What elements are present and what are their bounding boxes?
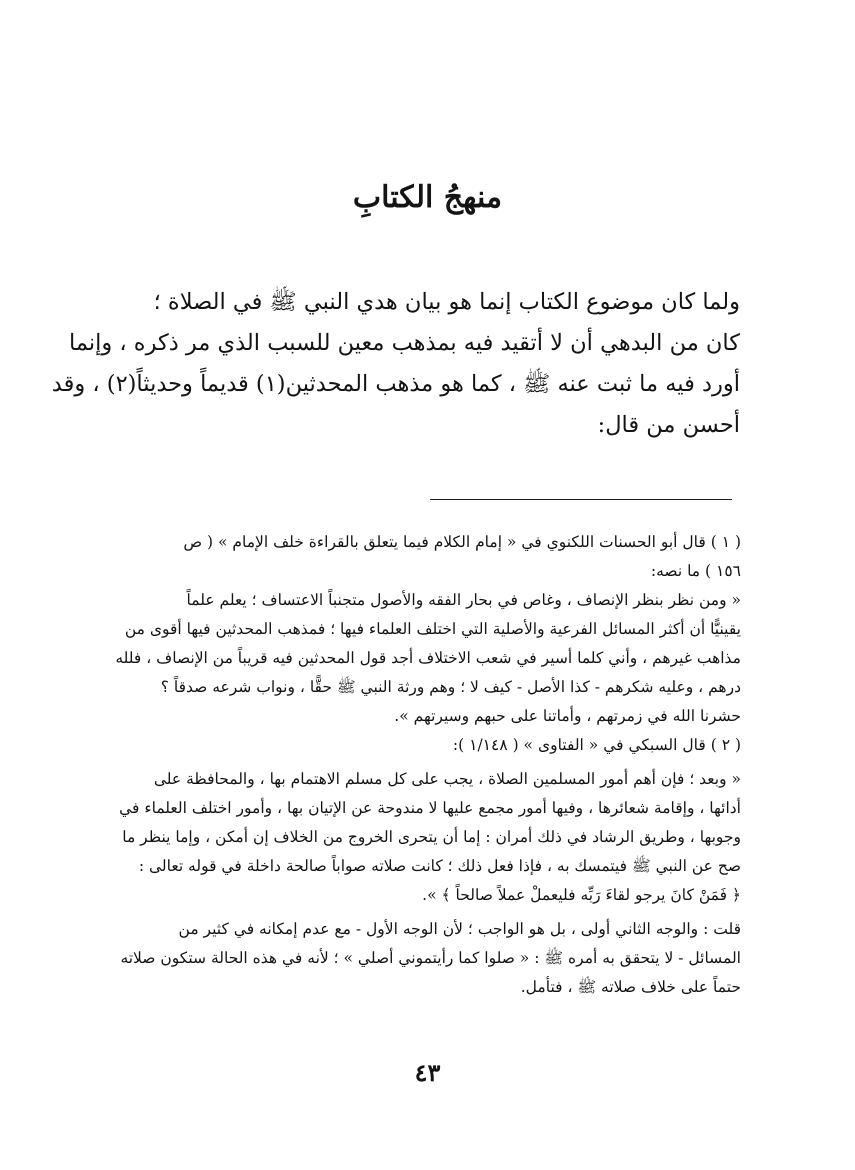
footnote-1-line-7: حشرنا الله في زمرتهم ، وأماتنا على حبهم وسيرتهم ». [394, 707, 741, 725]
main-line-4: أحسن من قال: [597, 412, 740, 438]
footnote-2-line-5: صح عن النبي ﷺ فيتمسك به ، فإذا فعل ذلك ؛ كانت صلاته صواباً صالحة داخلة في قوله تعالى : [138, 857, 741, 875]
footnote-1-line-5: مذاهب غيرهم ، وأني كلما أسير في شعب الاختلاف أجد قول المحدثين فيه قريباً من الإنصاف ، فلله [115, 649, 741, 667]
main-paragraph [51, 282, 740, 446]
main-line-3: أورد فيه ما ثبت عنه ﷺ ، كما هو مذهب المحدثين(١) قديماً وحديثاً(٢) ، وقد [51, 371, 740, 397]
footnote-1-line-2: ١٥٦ ) ما نصه: [650, 562, 741, 580]
footnote-separator [430, 499, 732, 500]
footnote-2-line-1: ( ٢ ) قال السبكي في « الفتاوى » ( ١/١٤٨ ): [452, 736, 741, 754]
main-line-2: كان من البدهي أن لا أتقيد فيه بمذهب معين للسبب الذي مر ذكره ، وإنما [69, 330, 740, 356]
footnote-2-line-9: حتماً على خلاف صلاته ﷺ ، فتأمل. [520, 978, 741, 996]
footnote-2-line-2: « وبعد ؛ فإن أهم أمور المسلمين الصلاة ، يجب على كل مسلم الاهتمام بها ، والمحافظة على [153, 770, 741, 788]
footnote-1-line-3: « ومن نظر بنظر الإنصاف ، وغاص في بحار الفقه والأصول متجنباً الاعتساف ؛ يعلم علماً [186, 591, 741, 609]
footnote-2-line-6: ﴿ فَمَنْ كانَ يرجو لقاءَ رَبِّه فليعملْ عملاً صالحاً ﴾ ». [422, 886, 741, 904]
page-number: ٤٣ [414, 1058, 441, 1087]
footnote-1-line-4: يقينيًّا أن أكثر المسائل الفرعية والأصلية التي اختلف العلماء فيها ؛ فمذهب المحدثين فيها أقوى من [124, 620, 741, 638]
chapter-title: منهجُ الكتابِ [352, 180, 503, 215]
footnote-2-line-8: المسائل - لا يتحقق به أمره ﷺ : « صلوا كما رأيتموني أصلي » ؛ لأنه في هذه الحالة ستكون صلاته [120, 949, 741, 967]
footnotes [115, 528, 741, 1002]
footnote-1-line-1: ( ١ ) قال أبو الحسنات اللكنوي في « إمام الكلام فيما يتعلق بالقراءة خلف الإمام » ( ص [183, 533, 741, 551]
main-line-1: ولما كان موضوع الكتاب إنما هو بيان هدي النبي ﷺ في الصلاة ؛ [153, 289, 740, 315]
footnote-2-line-3: أدائها ، وإقامة شعائرها ، وفيها أمور مجمع عليها لا مندوحة عن الإتيان بها ، وأمور اختلف العلماء في [119, 799, 741, 817]
footnote-1-line-6: درهم ، وعليه شكرهم - كذا الأصل - كيف لا ؛ وهم ورثة النبي ﷺ حقًّا ، ونواب شرعه صدقاً ؟ [160, 678, 741, 696]
footnote-2-line-7: قلت : والوجه الثاني أولى ، بل هو الواجب ؛ لأن الوجه الأول - مع عدم إمكانه في كثير من [178, 920, 741, 938]
footnote-2-line-4: وجوبها ، وطريق الرشاد في ذلك أمران : إما أن يتحرى الخروج من الخلاف إن أمكن ، وإما ينظر ما [122, 828, 741, 846]
